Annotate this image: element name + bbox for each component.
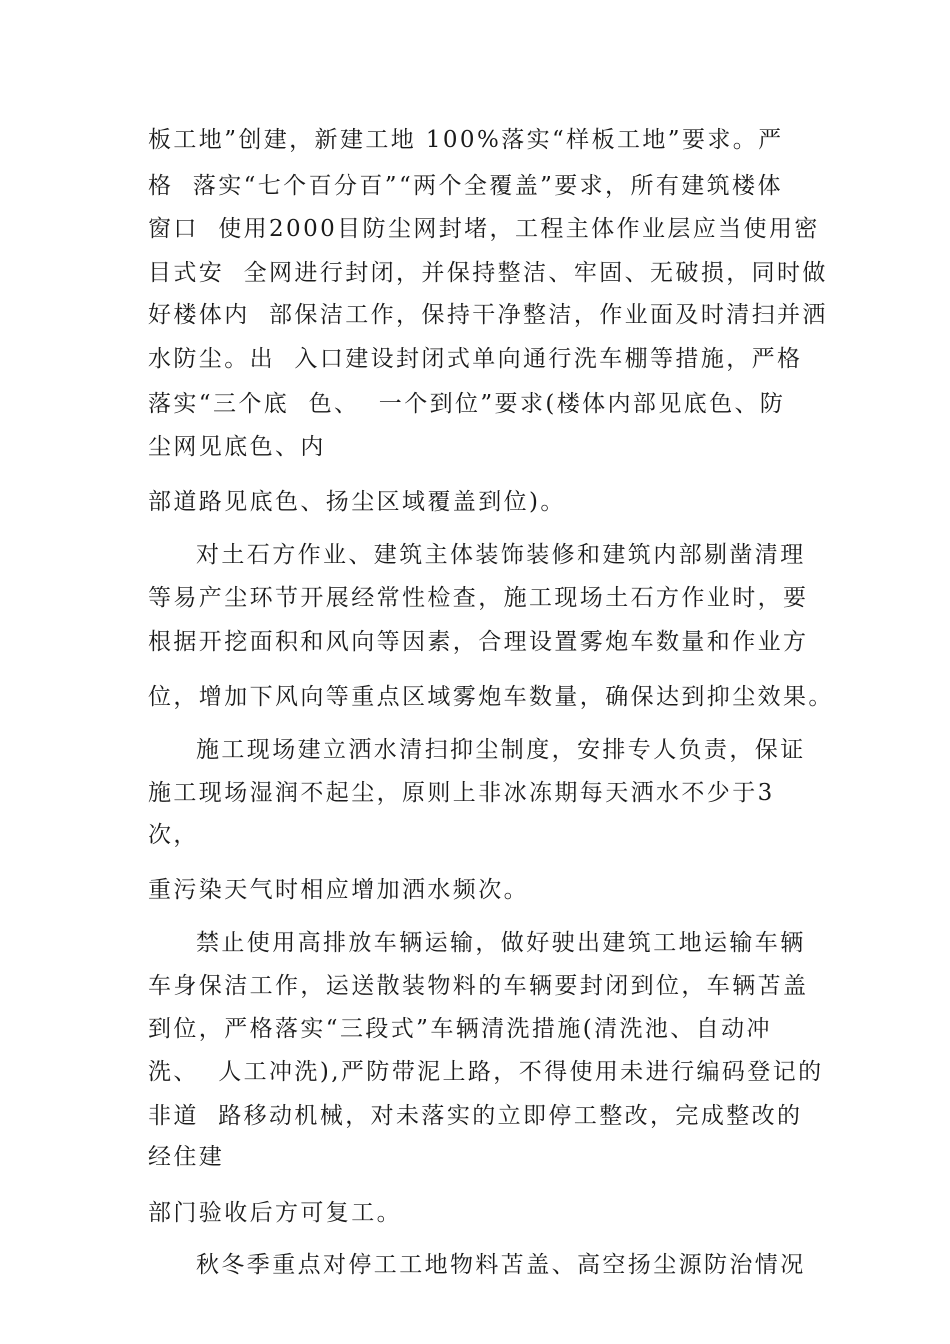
text-line: 重污染天气时相应增加洒水频次。 [148,877,529,903]
text-line: 窗口 使用2000目防尘网封堵，工程主体作业层应当使用密 [148,216,820,242]
text-line: 部道路见底色、扬尘区域覆盖到位)。 [148,489,566,515]
text-line: 对土石方作业、建筑主体装饰装修和建筑内部剔凿清理 [196,542,806,568]
text-line: 目式安 全网进行封闭，并保持整洁、牢固、无破损，同时做 [148,260,828,286]
text-line: 洗、 人工冲洗),严防带泥上路，不得使用未进行编码登记的 [148,1059,824,1085]
text-line: 经住建 [148,1144,225,1170]
text-line: 格 落实“七个百分百”“两个全覆盖”要求，所有建筑楼体 [148,173,783,199]
text-line: 车身保洁工作，运送散装物料的车辆要封闭到位，车辆苫盖 [148,973,809,999]
text-line: 施工现场建立洒水清扫抑尘制度，安排专人负责，保证 [196,737,806,763]
text-line: 秋冬季重点对停工工地物料苫盖、高空扬尘源防治情况 [196,1252,806,1278]
text-line: 到位，严格落实“三段式”车辆清洗措施(清洗池、自动冲 [148,1016,772,1042]
text-line: 施工现场湿润不起尘，原则上非冰冻期每天洒水不少于3 [148,780,775,806]
text-line: 禁止使用高排放车辆运输，做好驶出建筑工地运输车辆 [196,930,806,956]
text-line: 尘网见底色、内 [148,434,326,460]
text-line: 非道 路移动机械，对未落实的立即停工整改，完成整改的 [148,1103,803,1129]
text-line: 部门验收后方可复工。 [148,1200,402,1226]
text-line: 好楼体内 部保洁工作，保持干净整洁，作业面及时清扫并洒 [148,302,828,328]
text-line: 水防尘。出 入口建设封闭式单向通行洗车棚等措施，严格 [148,346,803,372]
text-line: 落实“三个底 色、 一个到位”要求(楼体内部见底色、防 [148,391,786,417]
text-line: 等易产尘环节开展经常性检查，施工现场土石方作业时，要 [148,585,809,611]
text-line: 根据开挖面积和风向等因素，合理设置雾炮车数量和作业方 [148,629,809,655]
text-line: 位，增加下风向等重点区域雾炮车数量，确保达到抑尘效果。 [148,684,834,710]
text-line: 次， [148,822,199,848]
text-line: 板工地”创建，新建工地 100%落实“样板工地”要求。严 [148,127,784,153]
